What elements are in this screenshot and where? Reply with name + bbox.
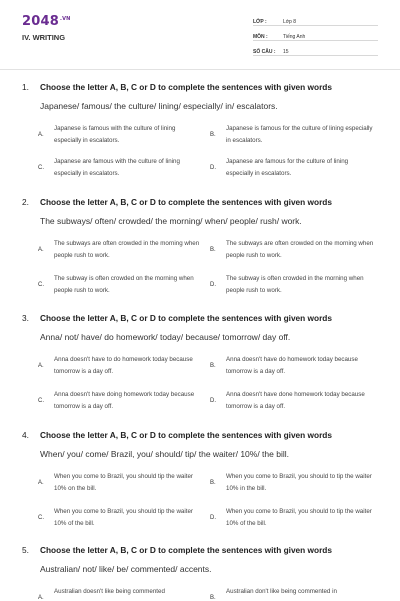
option-letter: B. — [210, 595, 216, 601]
option-letter: A. — [38, 480, 44, 486]
question-number: 3. — [22, 313, 29, 323]
given-words: Australian/ not/ like/ be/ commented/ accents. — [40, 564, 212, 574]
given-words: The subways/ often/ crowded/ the morning/ when/ people/ rush/ work. — [40, 216, 302, 226]
option-letter: C. — [38, 282, 44, 288]
option-letter: D. — [210, 515, 216, 521]
option-letter: A. — [38, 247, 44, 253]
given-words: When/ you/ come/ Brazil, you/ should/ tip/ the waiter/ 10%/ the bill. — [40, 449, 289, 459]
option-letter: D. — [210, 398, 216, 404]
question-prompt — [22, 430, 332, 440]
meta-value: 15 — [283, 49, 289, 55]
option-text: When you come to Brazil, you should tip the waiter 10% on the bill. — [54, 473, 193, 492]
exam-meta — [253, 14, 378, 59]
option-letter: A. — [38, 595, 44, 601]
question-number: 2. — [22, 197, 29, 207]
question-prompt — [22, 197, 332, 207]
meta-value: Tiếng Anh — [283, 34, 306, 40]
meta-value: Lớp 8 — [283, 19, 297, 25]
question-prompt — [22, 545, 332, 555]
page-header — [0, 0, 400, 70]
question-instruction: Choose the letter A, B, C or D to complete the sentences with given words — [40, 545, 332, 555]
option-text: Australian don't like being commented in — [226, 588, 337, 595]
option-text: Japanese are famous for the culture of lining especially in escalators. — [226, 158, 349, 177]
site-logo[interactable] — [22, 14, 71, 29]
option-text: Anna doesn't have doing homework today because tomorrow is a day off. — [54, 391, 195, 410]
question-instruction: Choose the letter A, B, C or D to complete the sentences with given words — [40, 197, 332, 207]
meta-label: LỚP : — [253, 19, 267, 25]
option-text: Anna doesn't have do homework today because tomorrow is a day off. — [226, 356, 358, 375]
option-text: The subway is often crowded on the morning when people rush to work. — [54, 275, 194, 294]
question-instruction: Choose the letter A, B, C or D to complete the sentences with given words — [40, 313, 332, 323]
question-instruction: Choose the letter A, B, C or D to complete the sentences with given words — [40, 430, 332, 440]
meta-row-class — [253, 14, 378, 26]
option-text: Japanese is famous for the culture of lining especially in escalators. — [226, 125, 373, 144]
question-instruction: Choose the letter A, B, C or D to complete the sentences with given words — [40, 82, 332, 92]
option-letter: C. — [38, 515, 44, 521]
section-title: IV. WRITING — [22, 33, 66, 42]
option-letter: B. — [210, 132, 216, 138]
meta-label: SỐ CÂU : — [253, 49, 276, 55]
logo-text: 2048 — [22, 14, 59, 29]
question-prompt — [22, 82, 332, 92]
option-letter: B. — [210, 363, 216, 369]
header-divider — [0, 69, 400, 70]
option-letter: D. — [210, 282, 216, 288]
meta-label: MÔN : — [253, 34, 268, 40]
option-letter: A. — [38, 132, 44, 138]
given-words: Anna/ not/ have/ do homework/ today/ because/ tomorrow/ day off. — [40, 332, 291, 342]
question-number: 1. — [22, 82, 29, 92]
option-text: The subway is often crowded in the morning when people rush to work. — [226, 275, 364, 294]
option-text: Japanese are famous with the culture of lining especially in escalators. — [54, 158, 180, 177]
option-text: Australian doesn't like being commented — [54, 588, 165, 595]
option-letter: B. — [210, 480, 216, 486]
option-letter: A. — [38, 363, 44, 369]
option-text: The subways are often crowded on the morning when people rush to work. — [226, 240, 374, 259]
option-letter: B. — [210, 247, 216, 253]
option-letter: C. — [38, 398, 44, 404]
option-text: When you come to Brazil, you should to tip the waiter 10% in the bill. — [226, 473, 372, 492]
option-letter: D. — [210, 165, 216, 171]
question-number: 4. — [22, 430, 29, 440]
option-text: When you come to Brazil, you should to tip the waiter 10% of the bill. — [226, 508, 372, 527]
option-text: Japanese is famous with the culture of lining especially in escalators. — [54, 125, 176, 144]
option-text: Anna doesn't have done homework today because tomorrow is a day off. — [226, 391, 365, 410]
option-letter: C. — [38, 165, 44, 171]
option-text: When you come to Brazil, you should tip the waiter 10% of the bill. — [54, 508, 193, 527]
given-words: Japanese/ famous/ the culture/ lining/ especially/ in/ escalators. — [40, 101, 278, 111]
option-text: The subways are often crowded in the morning when people rush to work. — [54, 240, 200, 259]
logo-domain: .VN — [59, 15, 71, 22]
meta-row-count — [253, 44, 378, 56]
question-number: 5. — [22, 545, 29, 555]
question-prompt — [22, 313, 332, 323]
option-text: Anna doesn't have to do homework today because tomorrow is a day off. — [54, 356, 193, 375]
meta-row-subject — [253, 29, 378, 41]
